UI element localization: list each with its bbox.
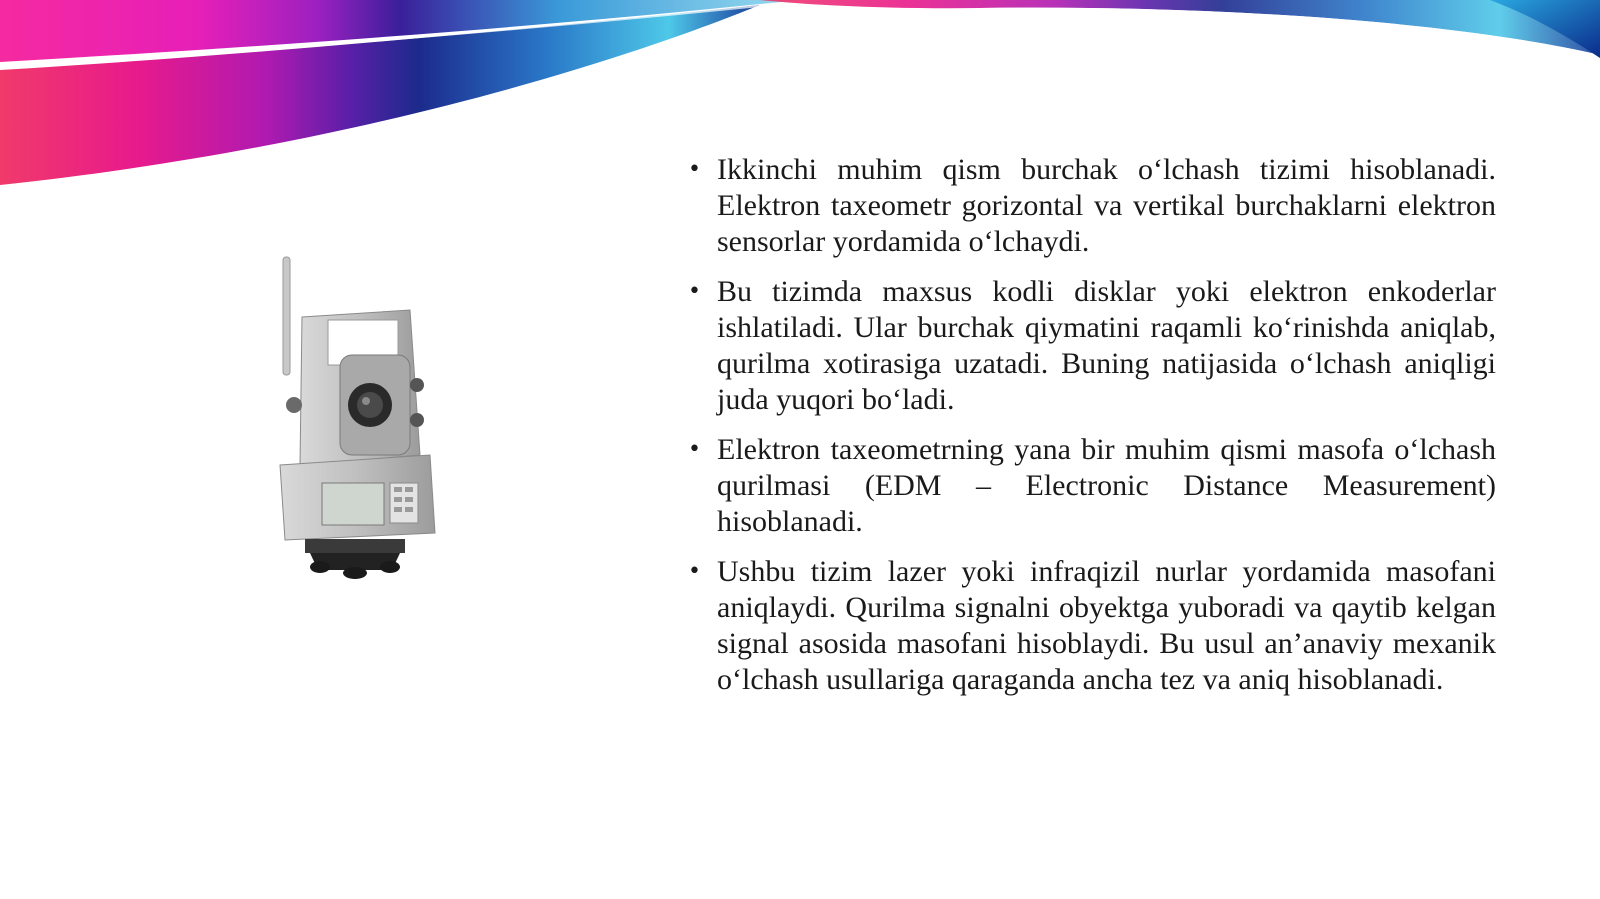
bullet-item bbox=[688, 432, 1496, 540]
bullet-text: Bu tizimda maxsus kodli disklar yoki elektron enkoderlar ishlatiladi. Ular burchak qiymatini raqamli ko‘rinishda aniqlab, qurilma xotirasiga uzatadi. Buning natijasida o‘lchash aniqligi juda yuqori bo‘ladi. bbox=[717, 275, 1496, 416]
bullet-text: Elektron taxeometrning yana bir muhim qismi masofa o‘lchash qurilmasi (EDM – Electronic Distance Measurement) hisoblanadi. bbox=[717, 433, 1496, 538]
bullet-item bbox=[688, 274, 1496, 418]
bullet-item bbox=[688, 554, 1496, 698]
bullet-text: Ushbu tizim lazer yoki infraqizil nurlar yordamida masofani aniqlaydi. Qurilma signalni obyektga yuboradi va qaytib kelgan signal asosida masofani hisoblaydi. Bu usul an’anaviy mexanik o‘lchash usullariga qaraganda ancha tez va aniq hisoblanadi. bbox=[717, 555, 1496, 696]
bullet-item bbox=[688, 152, 1496, 260]
total-station-icon bbox=[270, 255, 455, 585]
bullet-icon: • bbox=[688, 279, 701, 304]
bullet-icon: • bbox=[688, 559, 701, 584]
bullet-list bbox=[688, 152, 1496, 712]
bullet-icon: • bbox=[688, 157, 701, 182]
bullet-text: Ikkinchi muhim qism burchak o‘lchash tizimi hisoblanadi. Elektron taxeometr gorizontal va vertikal burchaklarni elektron sensorlar yordamida o‘lchaydi. bbox=[717, 153, 1496, 258]
bullet-icon: • bbox=[688, 437, 701, 462]
